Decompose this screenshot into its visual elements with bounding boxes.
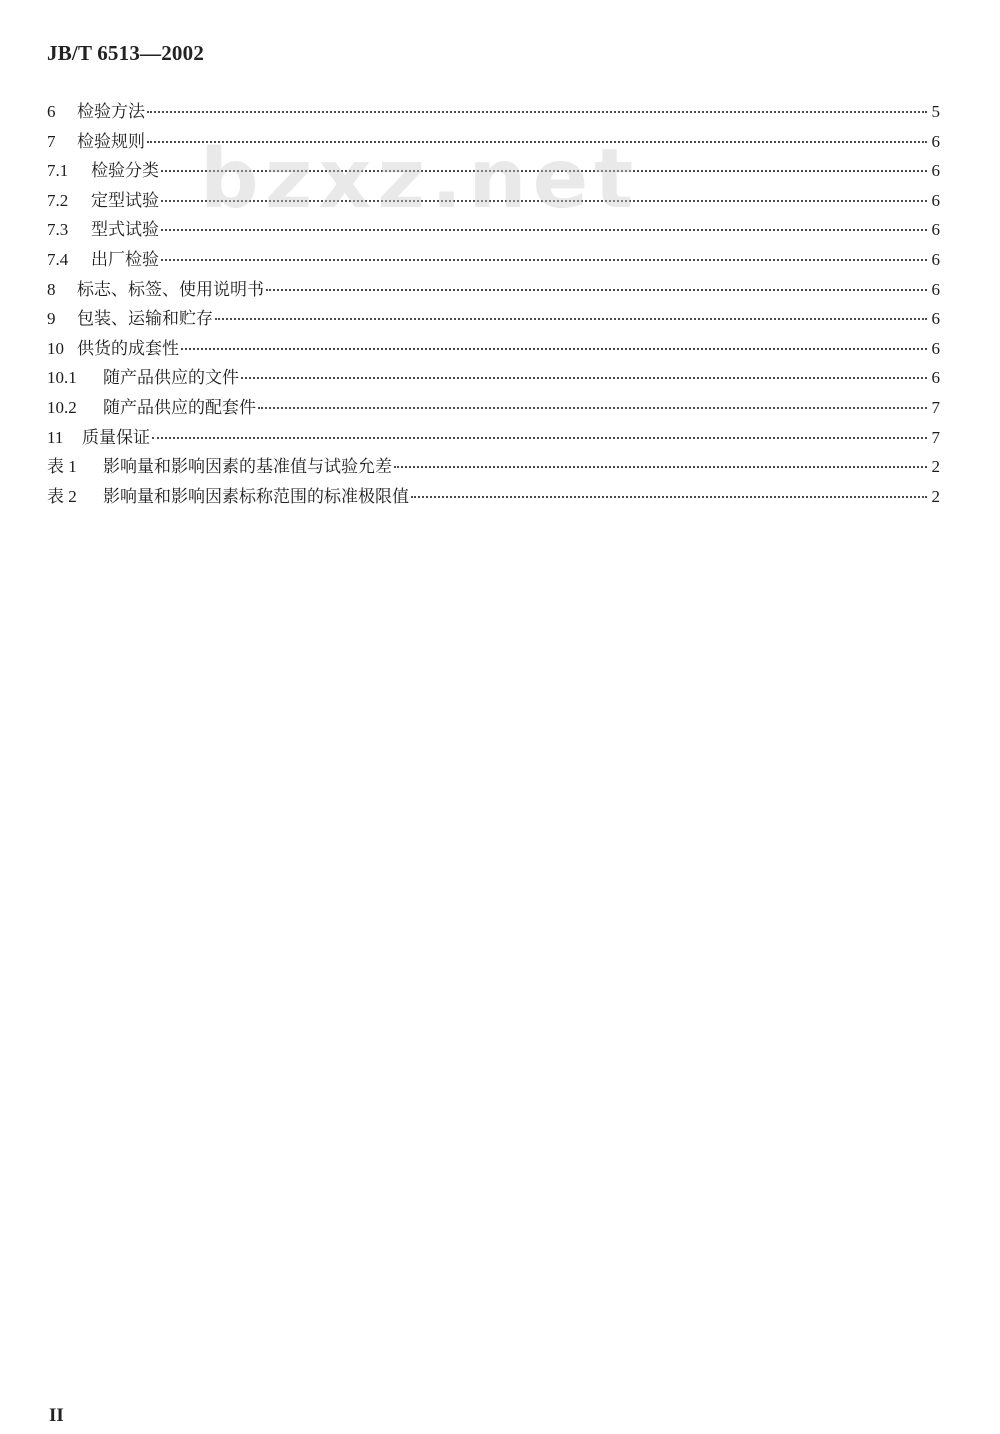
toc-entry-page: 2 [931,486,940,506]
toc-dot-leader [411,496,927,498]
toc-entry[interactable] [47,393,940,423]
toc-dot-leader [258,407,927,409]
toc-dot-leader [181,348,927,350]
toc-entry[interactable] [47,275,940,305]
page-number: II [49,1405,64,1426]
toc-entry-page: 6 [931,338,940,358]
toc-entry-title: 影响量和影响因素的基准值与试验允差 [103,457,392,478]
toc-entry-number: 表 1 [47,457,77,477]
toc-dot-leader [147,111,927,113]
toc-entry[interactable] [47,127,940,157]
toc-entry-number: 表 2 [47,486,77,506]
toc-entry-title: 随产品供应的文件 [103,368,239,389]
toc-entry[interactable] [47,482,940,512]
toc-dot-leader [241,377,927,379]
toc-entry-title: 检验分类 [91,161,159,182]
toc-entry-page: 6 [931,190,940,210]
toc-entry[interactable] [47,186,940,216]
toc-entry[interactable] [47,156,940,186]
toc-entry-title: 检验规则 [77,131,145,152]
toc-entry[interactable] [47,334,940,364]
toc-entry[interactable] [47,215,940,245]
toc-entry-title: 供货的成套性 [77,338,179,359]
toc-dot-leader [147,141,927,143]
toc-dot-leader [161,200,927,202]
toc-entry-page: 6 [931,131,940,151]
toc-entry-title: 定型试验 [91,190,159,211]
toc-entry[interactable] [47,304,940,334]
toc-entry-number: 10 [47,338,64,358]
toc-entry-number: 7.3 [47,220,69,240]
toc-entry-page: 6 [931,161,940,181]
toc-entry-title: 出厂检验 [91,249,159,270]
toc-entry[interactable] [47,363,940,393]
toc-entry-number: 7 [47,131,56,151]
table-of-contents [47,97,940,511]
toc-entry-title: 影响量和影响因素标称范围的标准极限值 [103,486,409,507]
toc-entry[interactable] [47,452,940,482]
toc-entry-number: 11 [47,427,64,447]
toc-entry-number: 8 [47,279,56,299]
toc-entry-title: 随产品供应的配套件 [103,397,256,418]
toc-entry-title: 标志、标签、使用说明书 [77,279,264,300]
toc-entry-page: 6 [931,368,940,388]
toc-entry-page: 6 [931,220,940,240]
toc-entry-title: 型式试验 [91,220,159,241]
toc-entry-page: 7 [931,397,940,417]
toc-entry-page: 6 [931,279,940,299]
toc-entry[interactable] [47,97,940,127]
toc-entry-number: 9 [47,309,56,329]
toc-entry-number: 10.1 [47,368,77,388]
toc-entry-number: 10.2 [47,397,77,417]
toc-entry-number: 7.4 [47,249,69,269]
toc-entry-title: 质量保证 [82,427,150,448]
toc-dot-leader [152,437,927,439]
toc-entry[interactable] [47,423,940,453]
toc-entry-title: 检验方法 [77,102,145,122]
toc-entry-number: 7.2 [47,190,69,210]
toc-dot-leader [161,170,927,172]
toc-dot-leader [161,229,927,231]
toc-entry-number: 7.1 [47,161,69,181]
toc-entry-page: 6 [931,309,940,329]
toc-entry-page: 5 [931,102,940,121]
toc-dot-leader [215,318,927,320]
toc-dot-leader [161,259,927,261]
toc-entry-number: 6 [47,102,56,121]
toc-entry-page: 7 [931,427,940,447]
watermark-text: bzxz.net [200,132,640,227]
toc-entry[interactable] [47,245,940,275]
toc-entry-page: 2 [931,457,940,477]
document-standard-code: JB/T 6513—2002 [47,41,205,65]
toc-dot-leader [394,466,927,468]
toc-dot-leader [266,289,927,291]
toc-entry-page: 6 [931,249,940,269]
toc-entry-title: 包装、运输和贮存 [77,309,213,330]
